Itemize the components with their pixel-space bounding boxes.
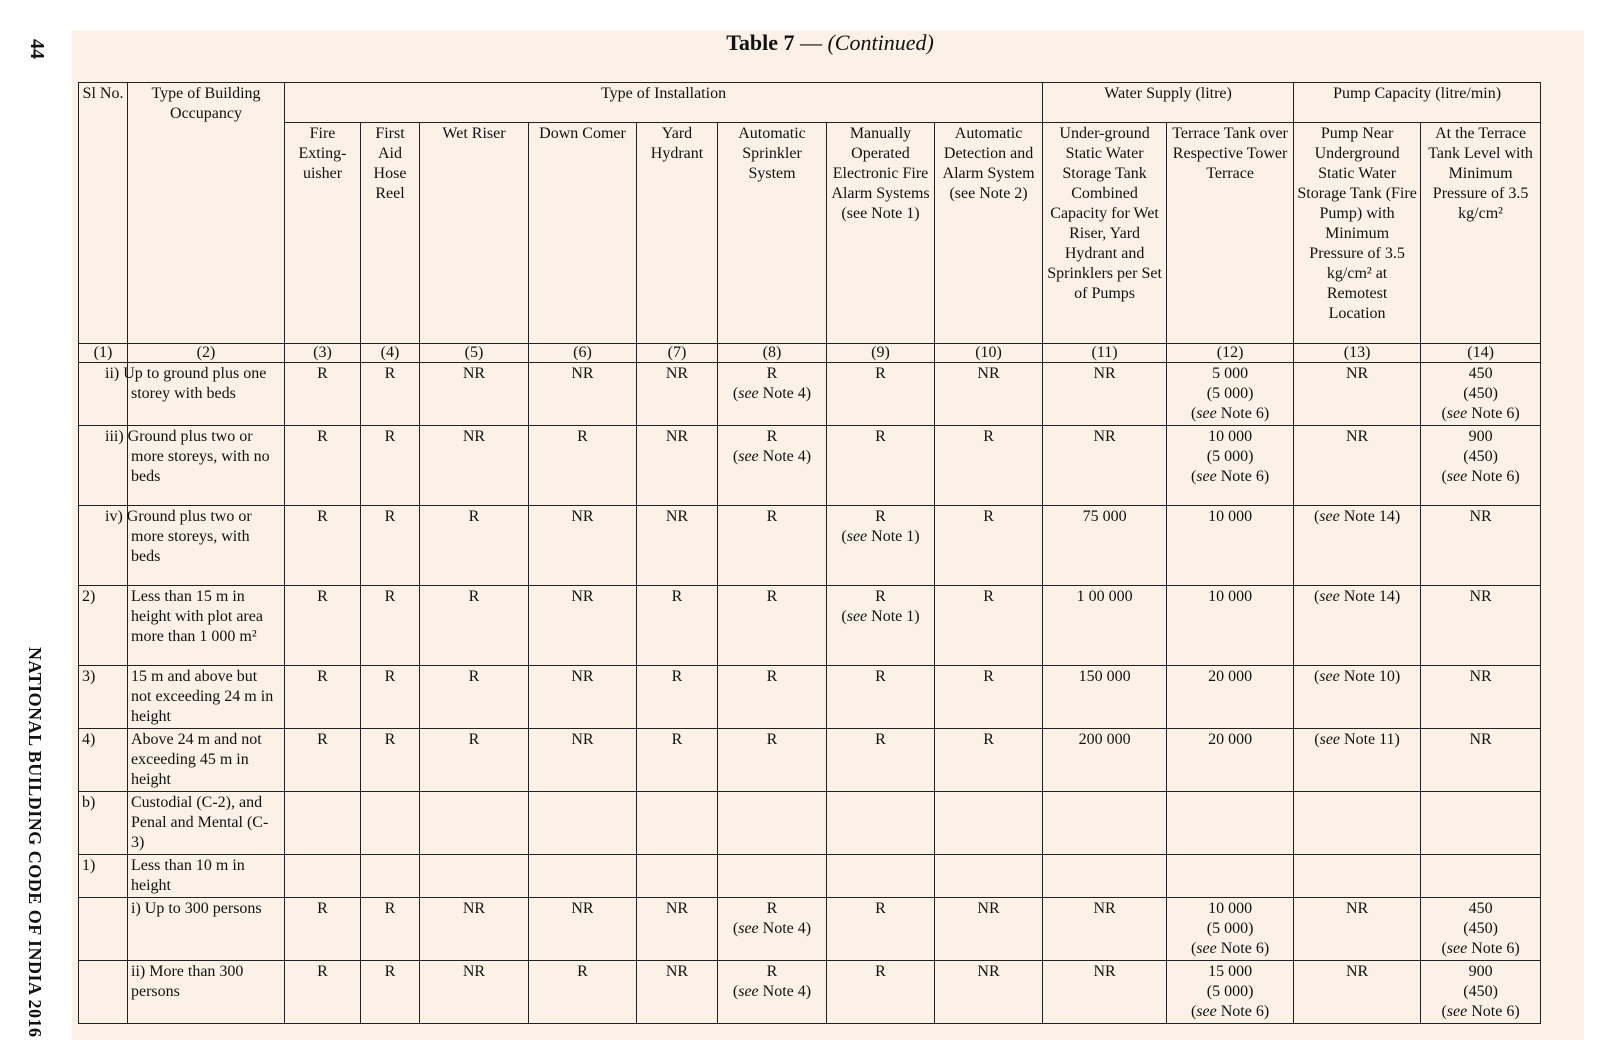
note-reference: (see Note 4)	[732, 385, 812, 402]
note-reference: (see Note 6)	[1190, 940, 1270, 957]
table-cell: R	[827, 898, 935, 961]
row-sl	[79, 961, 128, 1024]
table-cell: NR	[529, 506, 637, 586]
table-cell	[718, 855, 827, 898]
column-number: (5)	[420, 344, 529, 363]
table-cell: 900 (450) (see Note 6)	[1421, 961, 1541, 1024]
table-cell: R	[420, 506, 529, 586]
table-cell: NR	[1043, 426, 1167, 506]
table-cell: 20 000	[1167, 729, 1294, 792]
row-sl: b)	[79, 792, 128, 855]
col-header-13: Pump Near Underground Static Water Storage Tank (Fire Pump) with Minimum Pressure of 3.5 kg/cm² at Remotest Location	[1294, 123, 1421, 344]
table-cell: NR	[1421, 506, 1541, 586]
table-cell: R	[827, 961, 935, 1024]
note-reference: (see Note 11)	[1314, 731, 1400, 748]
table-row	[79, 855, 1541, 898]
table-cell	[827, 855, 935, 898]
table-cell	[1294, 729, 1421, 792]
col-header-sl: Sl No.	[79, 83, 128, 344]
col-header-4: First Aid Hose Reel	[361, 123, 420, 344]
table-row	[79, 792, 1541, 855]
note-reference: (see Note 4)	[732, 983, 812, 1000]
table-cell: R	[935, 506, 1043, 586]
table-cell: NR	[420, 961, 529, 1024]
note-reference: (see Note 6)	[1190, 468, 1270, 485]
col-header-3: Fire Exting-uisher	[285, 123, 361, 344]
table-cell	[285, 792, 361, 855]
table-cell: 10 000 (5 000) (see Note 6)	[1167, 426, 1294, 506]
table-cell: R	[285, 506, 361, 586]
row-occupancy-type: Less than 10 m in height	[128, 855, 285, 898]
table-cell: NR	[1043, 961, 1167, 1024]
table-cell	[1294, 792, 1421, 855]
col-header-8: Automatic Sprinkler System	[718, 123, 827, 344]
table-cell: R	[637, 586, 718, 666]
table-cell: 20 000	[1167, 666, 1294, 729]
table-cell	[1167, 855, 1294, 898]
table-cell: R (see Note 4)	[718, 426, 827, 506]
table-cell: NR	[935, 898, 1043, 961]
table-cell	[1294, 666, 1421, 729]
row-sl: 4)	[79, 729, 128, 792]
note-reference: (see Note 1)	[841, 528, 920, 545]
note-reference: (see Note 6)	[1441, 1003, 1520, 1020]
row-sl: 3)	[79, 666, 128, 729]
table-cell: R	[285, 363, 361, 426]
table-cell: NR	[1421, 666, 1541, 729]
table-cell: NR	[529, 898, 637, 961]
table-cell: R	[420, 666, 529, 729]
table-cell	[1421, 792, 1541, 855]
table-cell: R	[935, 666, 1043, 729]
table-cell: NR	[420, 363, 529, 426]
table-cell: NR	[1421, 586, 1541, 666]
table-cell: 150 000	[1043, 666, 1167, 729]
row-occupancy-type: iii) Ground plus two or more storeys, with no beds	[128, 426, 285, 506]
table-cell	[1167, 792, 1294, 855]
column-number: (3)	[285, 344, 361, 363]
table-cell: R	[935, 586, 1043, 666]
row-occupancy-type: iv) Ground plus two or more storeys, with beds	[128, 506, 285, 586]
table-cell: R	[420, 586, 529, 666]
row-occupancy-type: Less than 15 m in height with plot area more than 1 000 m²	[128, 586, 285, 666]
table-cell: R	[361, 729, 420, 792]
column-number: (4)	[361, 344, 420, 363]
col-header-9: Manually Operated Electronic Fire Alarm Systems (see Note 1)	[827, 123, 935, 344]
table-cell: 900 (450) (see Note 6)	[1421, 426, 1541, 506]
table-cell: R	[361, 898, 420, 961]
col-header-6: Down Comer	[529, 123, 637, 344]
table-cell: 5 000 (5 000) (see Note 6)	[1167, 363, 1294, 426]
table-cell: NR	[637, 898, 718, 961]
table-cell: NR	[529, 729, 637, 792]
column-number: (9)	[827, 344, 935, 363]
table-cell: R	[361, 666, 420, 729]
table-cell: R	[637, 729, 718, 792]
table-cell: NR	[529, 586, 637, 666]
table-title-dash: —	[794, 30, 828, 55]
table-cell	[1043, 792, 1167, 855]
col-header-14: At the Terrace Tank Level with Minimum Pressure of 3.5 kg/cm²	[1421, 123, 1541, 344]
group-header-water-supply: Water Supply (litre)	[1043, 83, 1294, 123]
table-cell: R	[827, 363, 935, 426]
table-row	[79, 729, 1541, 792]
column-number: (2)	[128, 344, 285, 363]
column-number: (12)	[1167, 344, 1294, 363]
table-row	[79, 426, 1541, 506]
table-cell: NR	[637, 426, 718, 506]
col-header-type: Type of Building Occupancy	[128, 83, 285, 344]
table-cell: R	[361, 506, 420, 586]
table-cell: NR	[1294, 961, 1421, 1024]
table-cell: NR	[1043, 363, 1167, 426]
table-cell: R (see Note 4)	[718, 898, 827, 961]
note-reference: (see Note 14)	[1313, 588, 1401, 605]
column-number: (14)	[1421, 344, 1541, 363]
table-cell: R	[285, 961, 361, 1024]
table-cell: NR	[935, 961, 1043, 1024]
fire-installation-table	[78, 82, 1541, 1024]
column-number: (7)	[637, 344, 718, 363]
row-occupancy-type: i) Up to 300 persons	[128, 898, 285, 961]
table-cell	[285, 855, 361, 898]
column-number: (1)	[79, 344, 128, 363]
table-row	[79, 506, 1541, 586]
table-cell	[420, 792, 529, 855]
side-running-title: NATIONAL BUILDING CODE OF INDIA 2016	[25, 647, 45, 1038]
table-cell: NR	[1294, 363, 1421, 426]
column-number-row	[79, 344, 1541, 363]
table-title	[600, 30, 1060, 56]
table-cell	[827, 792, 935, 855]
table-cell	[420, 855, 529, 898]
note-reference: (see Note 6)	[1441, 940, 1520, 957]
column-number: (13)	[1294, 344, 1421, 363]
table-cell	[637, 855, 718, 898]
group-header-pump-capacity: Pump Capacity (litre/min)	[1294, 83, 1541, 123]
table-cell: 200 000	[1043, 729, 1167, 792]
table-row	[79, 586, 1541, 666]
table-cell: 450 (450) (see Note 6)	[1421, 363, 1541, 426]
table-cell: R	[935, 426, 1043, 506]
table-cell: NR	[1421, 729, 1541, 792]
note-reference: (see Note 4)	[732, 448, 812, 465]
table-cell: R	[718, 729, 827, 792]
table-cell	[637, 792, 718, 855]
table-cell: R	[420, 729, 529, 792]
table-title-main: Table 7	[726, 30, 795, 55]
table-cell: R	[827, 426, 935, 506]
table-cell	[1294, 586, 1421, 666]
table-cell	[1421, 855, 1541, 898]
table-cell	[935, 855, 1043, 898]
table-cell	[935, 792, 1043, 855]
table-cell: R (see Note 4)	[718, 961, 827, 1024]
page-number: 44	[26, 39, 48, 59]
col-header-7: Yard Hydrant	[637, 123, 718, 344]
table-cell: 75 000	[1043, 506, 1167, 586]
note-reference: (see Note 4)	[732, 920, 812, 937]
row-sl	[79, 898, 128, 961]
table-cell: R	[718, 506, 827, 586]
note-reference: (see Note 6)	[1441, 468, 1520, 485]
table-cell: R	[361, 426, 420, 506]
table-cell: NR	[637, 363, 718, 426]
table-row	[79, 898, 1541, 961]
table-cell: R	[827, 666, 935, 729]
table-cell: 10 000 (5 000) (see Note 6)	[1167, 898, 1294, 961]
table-cell: R (see Note 1)	[827, 506, 935, 586]
table-cell: R (see Note 1)	[827, 586, 935, 666]
column-number: (10)	[935, 344, 1043, 363]
note-reference: (see Note 10)	[1313, 668, 1401, 685]
table-cell	[1294, 506, 1421, 586]
col-header-10: Automatic Detection and Alarm System (see Note 2)	[935, 123, 1043, 344]
table-cell	[529, 855, 637, 898]
table-cell	[1294, 855, 1421, 898]
row-sl: 2)	[79, 586, 128, 666]
row-occupancy-type: 15 m and above but not exceeding 24 m in height	[128, 666, 285, 729]
table-cell: R	[637, 666, 718, 729]
table-title-continued: (Continued)	[827, 30, 934, 55]
column-number: (11)	[1043, 344, 1167, 363]
note-reference: (see Note 6)	[1190, 405, 1270, 422]
col-header-11: Under-ground Static Water Storage Tank Combined Capacity for Wet Riser, Yard Hydrant and Sprinklers per Set of Pumps	[1043, 123, 1167, 344]
table-cell: 1 00 000	[1043, 586, 1167, 666]
table-cell: NR	[1294, 898, 1421, 961]
note-reference: (see Note 6)	[1190, 1003, 1270, 1020]
table-cell: NR	[637, 506, 718, 586]
table-cell: R	[285, 586, 361, 666]
table-cell: R	[935, 729, 1043, 792]
table-cell: R	[285, 426, 361, 506]
note-reference: (see Note 1)	[841, 608, 920, 625]
table-cell: 450 (450) (see Note 6)	[1421, 898, 1541, 961]
table-cell: R	[827, 729, 935, 792]
column-number: (6)	[529, 344, 637, 363]
note-reference: (see Note 14)	[1313, 508, 1401, 525]
table-cell	[529, 792, 637, 855]
row-occupancy-type: ii) More than 300 persons	[128, 961, 285, 1024]
table-cell	[718, 792, 827, 855]
table-cell: NR	[935, 363, 1043, 426]
table-cell: NR	[1294, 426, 1421, 506]
table-cell: R	[285, 898, 361, 961]
table-row	[79, 363, 1541, 426]
table-cell: R (see Note 4)	[718, 363, 827, 426]
table-cell: NR	[1043, 898, 1167, 961]
row-sl: 1)	[79, 855, 128, 898]
table-cell: NR	[420, 898, 529, 961]
table-cell	[361, 855, 420, 898]
table-cell: R	[529, 961, 637, 1024]
table-cell: NR	[529, 363, 637, 426]
table-cell: R	[361, 363, 420, 426]
table-cell: NR	[637, 961, 718, 1024]
row-occupancy-type: Custodial (C-2), and Penal and Mental (C-3)	[128, 792, 285, 855]
table-cell: R	[285, 729, 361, 792]
table-cell: 10 000	[1167, 586, 1294, 666]
table-cell: R	[361, 961, 420, 1024]
group-header-installation: Type of Installation	[285, 83, 1043, 123]
table-cell: 15 000 (5 000) (see Note 6)	[1167, 961, 1294, 1024]
table-cell: NR	[420, 426, 529, 506]
table-cell	[361, 792, 420, 855]
table-cell: 10 000	[1167, 506, 1294, 586]
table-cell: R	[529, 426, 637, 506]
table-cell: R	[718, 586, 827, 666]
col-header-12: Terrace Tank over Respective Tower Terrace	[1167, 123, 1294, 344]
table-cell: NR	[529, 666, 637, 729]
table-cell: R	[718, 666, 827, 729]
table-cell	[1043, 855, 1167, 898]
table-row	[79, 961, 1541, 1024]
table-cell: R	[285, 666, 361, 729]
row-occupancy-type: Above 24 m and not exceeding 45 m in height	[128, 729, 285, 792]
row-occupancy-type: ii) Up to ground plus one storey with beds	[128, 363, 285, 426]
table-cell: R	[361, 586, 420, 666]
column-number: (8)	[718, 344, 827, 363]
col-header-5: Wet Riser	[420, 123, 529, 344]
table-row	[79, 666, 1541, 729]
note-reference: (see Note 6)	[1441, 405, 1520, 422]
